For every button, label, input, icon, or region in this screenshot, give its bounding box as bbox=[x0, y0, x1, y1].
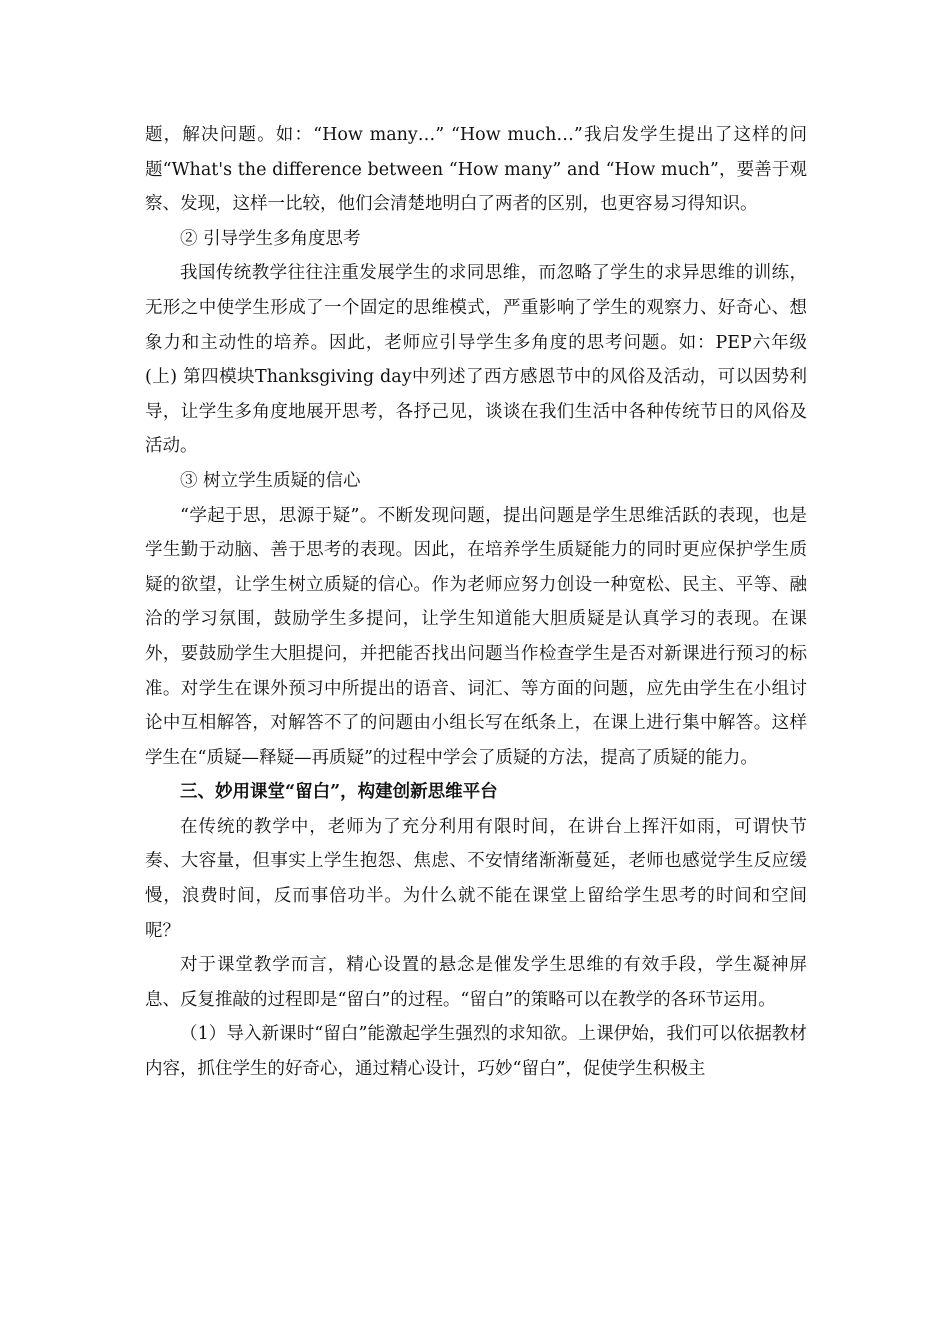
subheading-multi-angle-thinking: ② 引导学生多角度思考 bbox=[180, 228, 361, 249]
subheading-questioning-confidence: ③ 树立学生质疑的信心 bbox=[180, 470, 361, 491]
section-heading-classroom-blank: 三、妙用课堂“留白”，构建创新思维平台 bbox=[180, 782, 498, 803]
paragraph-lesson-introduction: （1）导入新课时“留白”能激起学生强烈的求知欲。上课伊始，我们可以依据教材内容，抓住学生的好奇心，通过精心设计，巧妙“留白”，促使学生积极主 bbox=[145, 1024, 807, 1080]
paragraph-questioning-ability: “学起于思，思源于疑”。不断发现问题，提出问题是学生思维活跃的表现，也是学生勤于动脑、善于思考的表现。因此，在培养学生质疑能力的同时更应保护学生质疑的欲望，让学生树立质疑的信心。作为老师应努力创设一种宽松、民主、平等、融洽的学习氛围，鼓励学生多提问，让学生知道能大胆质疑是认真学习的表现。在课外，要鼓励学生大胆提问，并把能否找出问题当作检查学生是否对新课进行预习的标准。对学生在课外预习中所提出的语音、词汇、等方面的问题，应先由学生在小组讨论中互相解答，对解答不了的问题由小组长写在纸条上，在课上进行集中解答。这样学生在“质疑—释疑—再质疑”的过程中学会了质疑的方法，提高了质疑的能力。 bbox=[145, 505, 807, 768]
paragraph-divergent-thinking: 我国传统教学往往注重发展学生的求同思维，而忽略了学生的求异思维的训练，无形之中使学生形成了一个固定的思维模式，严重影响了学生的观察力、好奇心、想象力和主动性的培养。因此，老师应引导学生多角度的思考问题。如：PEP六年级(上) 第四模块Thanksgiving day中列述了西方感恩节中的风俗及活动，可以因势利导，让学生多角度地展开思考，各抒己见，谈谈在我们生活中各种传统节日的风俗及活动。 bbox=[145, 263, 807, 457]
paragraph-suspense-setting: 对于课堂教学而言，精心设置的悬念是催发学生思维的有效手段，学生凝神屏息、反复推敲的过程即是“留白”的过程。“留白”的策略可以在教学的各环节运用。 bbox=[145, 955, 807, 1010]
paragraph-traditional-teaching: 在传统的教学中，老师为了充分利用有限时间，在讲台上挥汗如雨，可谓快节奏、大容量，但事实上学生抱怨、焦虑、不安情绪渐渐蔓延，老师也感觉学生反应缓慢，浪费时间，反而事倍功半。为什么就不能在课堂上留给学生思考的时间和空间呢？ bbox=[145, 816, 807, 941]
paragraph-how-many-how-much: 题，解决问题。如：“How many…” “How much…”我启发学生提出了这样的问题“What's the difference between “How many” and “How much”，要善于观察、发现，这样一比较，他们会清楚地明白了两者的区别，也更容易习得知识。 bbox=[145, 125, 807, 215]
document-body bbox=[145, 118, 807, 1087]
